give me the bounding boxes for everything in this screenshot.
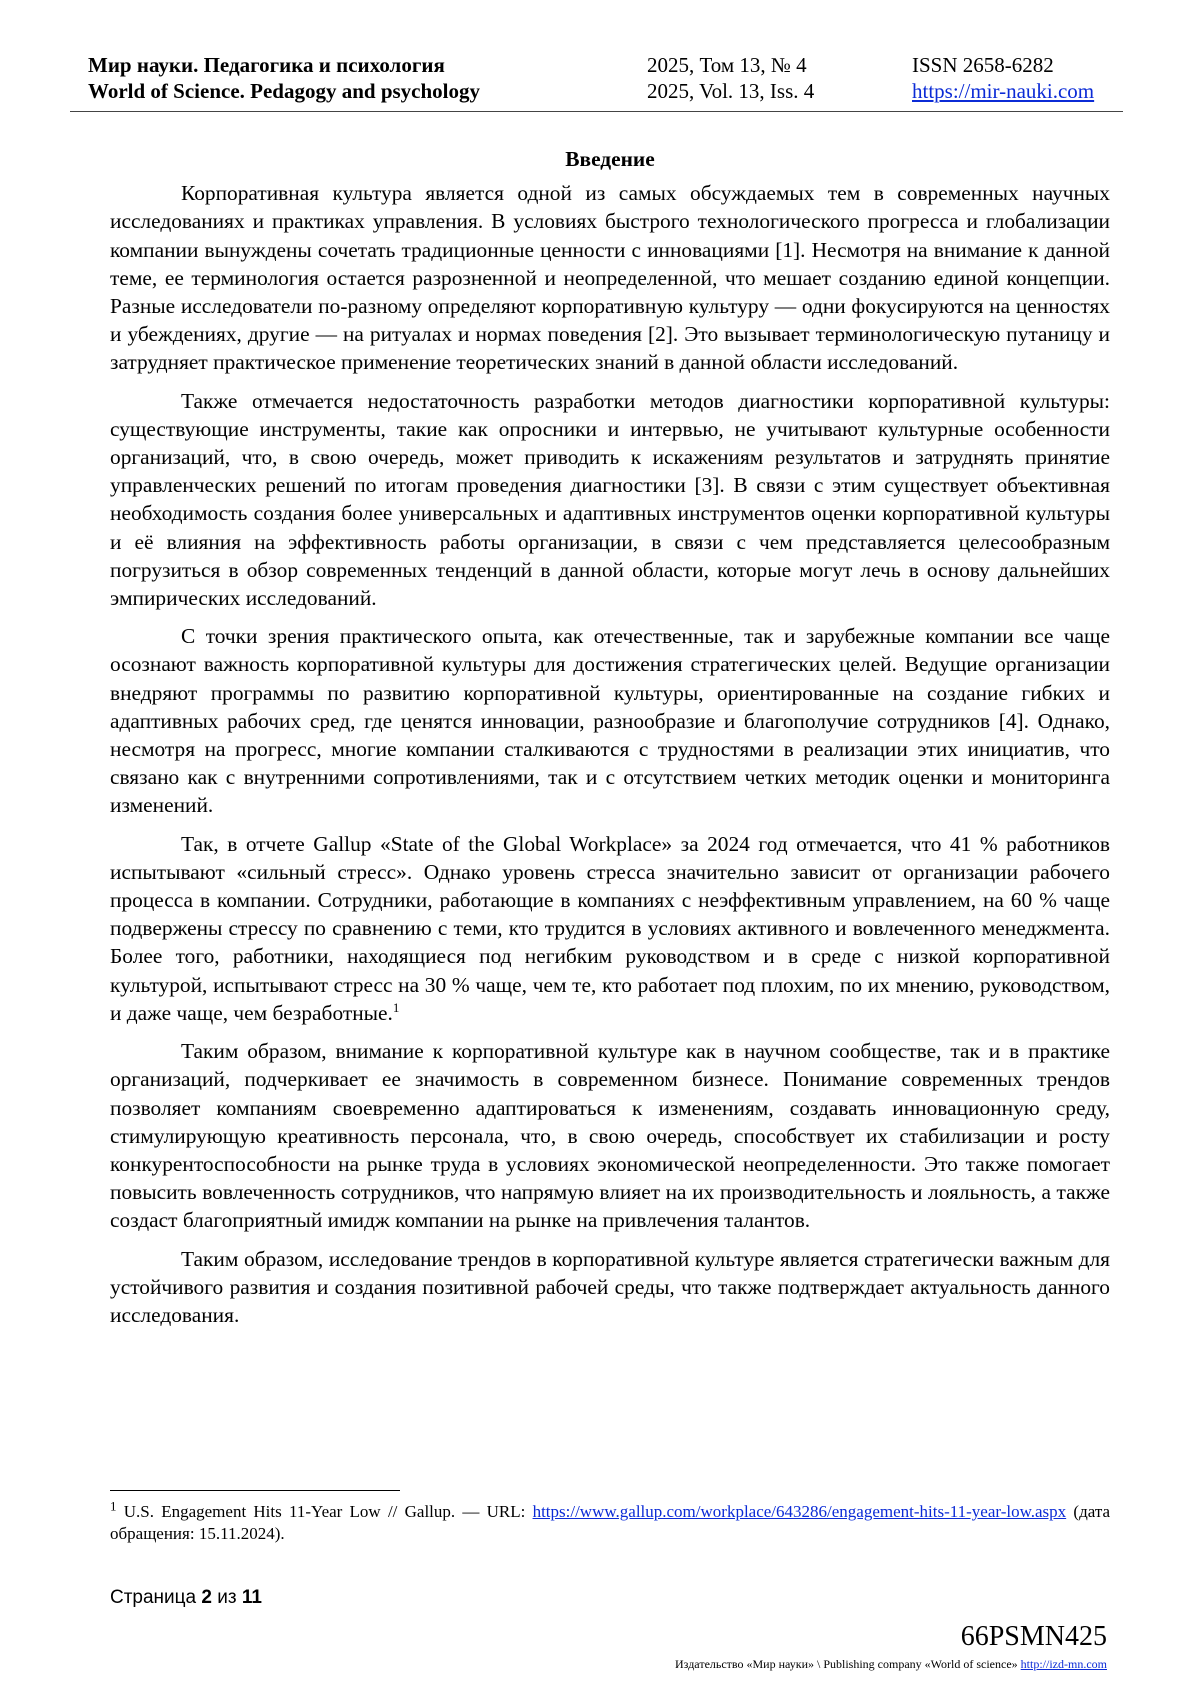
issue-block [647, 52, 814, 104]
issn: ISSN 2658-6282 [912, 53, 1054, 77]
paragraph: Также отмечается недостаточность разработки методов диагностики корпоративной культуры: существующие инструменты, такие как опросники и интервью, не учитывают культурные особенности организаций, что, в свою очередь, может приводить к искажениям результатов и затруднять принятие управленческих решений по итогам проведения диагностики [3]. В связи с этим существует объективная необходимость создания более универсальных и адаптивных инструментов оценки корпоративной культуры и её влияния на эффективность работы организации, в связи с чем представляется целесообразным погрузиться в обзор современных тенденций в данной области, которые могут лечь в основу дальнейших эмпирических исследований. [110, 388, 1110, 611]
publisher-link[interactable]: http://izd-mn.com [1020, 1657, 1107, 1671]
publisher-line [675, 1657, 1107, 1672]
footnote [110, 1498, 1111, 1545]
page-prefix: Страница [110, 1587, 197, 1608]
journal-title-ru: Мир науки. Педагогика и психология [88, 53, 445, 77]
issn-block [912, 52, 1094, 104]
footnote-number: 1 [110, 1498, 117, 1514]
issue-en: 2025, Vol. 13, Iss. 4 [647, 79, 815, 103]
publisher-text: Издательство «Мир науки» \ Publishing company «World of science» [675, 1657, 1018, 1671]
current-page: 2 [201, 1587, 212, 1608]
footnote-text: U.S. Engagement Hits 11-Year Low // Gallup. — URL: [123, 1502, 526, 1521]
paragraph-text: Так, в отчете Gallup «State of the Global Workplace» за 2024 год отмечается, что 41 % работников испытывают «сильный стресс». Однако уровень стресса значительно зависит от организации рабочего процесса в компании. Сотрудники, работающие в компаниях с неэффективным управлением, на 60 % чаще подвержены стрессу по сравнению с теми, кто трудится в условиях активного и вовлеченного менеджмента. Более того, работники, находящиеся под негибким руководством и в среде с низкой корпоративной культурой, испытывают стресс на 30 % чаще, чем те, кто работает под плохим, по их мнению, руководством, и даже чаще, чем безработные. [110, 831, 1110, 1025]
header-divider [70, 111, 1123, 112]
paragraph-with-footnote [110, 830, 1110, 1027]
section-title: Введение [565, 147, 655, 171]
journal-title-block [88, 52, 480, 104]
paragraph: Таким образом, внимание к корпоративной культуре как в научном сообществе, так и в практике организаций, подчеркивает ее значимость в современном бизнесе. Понимание современных трендов позволяет компаниям своевременно адаптироваться к изменениям, создавать инновационную среду, стимулирующую креативность персонала, что, в свою очередь, способствует их стабилизации и росту конкурентоспособности на рынке труда в условиях экономической неопределенности. Это также помогает повысить вовлеченность сотрудников, что напрямую влияет на их производительность и лояльность, а также создаст благоприятный имидж компании на рынке на привлечения талантов. [110, 1039, 1110, 1233]
footnote-link[interactable]: https://www.gallup.com/workplace/643286/engagement-hits-11-year-low.aspx [532, 1502, 1067, 1521]
paragraph: Корпоративная культура является одной из самых обсуждаемых тем в современных научных исследованиях и практиках управления. В условиях быстрого технологического прогресса и глобализации компании вынуждены сочетать традиционные ценности с инновациями [1]. Несмотря на внимание к данной теме, ее терминология остается разрозненной и неопределенной, что мешает созданию единой концепции. Разные исследователи по-разному определяют корпоративную культуру — одни фокусируются на ценностях и убеждениях, другие — на ритуалах и нормах поведения [2]. Это вызывает терминологическую путаницу и затрудняет практическое применение теоретических знаний в данной области исследований. [110, 181, 1110, 375]
article-body [110, 145, 1110, 1339]
article-code: 66PSMN425 [960, 1621, 1107, 1652]
footnote-access-date: (дата обращения: 15.11.2024). [110, 1502, 1111, 1543]
footnote-divider [110, 1490, 400, 1491]
footnote-reference[interactable]: 1 [392, 999, 400, 1015]
journal-site-link[interactable]: https://mir-nauki.com [912, 79, 1095, 103]
total-pages: 11 [241, 1587, 262, 1608]
paragraph: Таким образом, исследование трендов в корпоративной культуре является стратегически важным для устойчивого развития и создания позитивной рабочей среды, что также подтверждает актуальность данного исследования. [110, 1246, 1110, 1327]
page-number [110, 1587, 262, 1609]
journal-title-en: World of Science. Pedagogy and psychology [88, 79, 481, 103]
page-separator: из [217, 1587, 237, 1608]
issue-ru: 2025, Том 13, № 4 [647, 53, 807, 77]
paragraph: С точки зрения практического опыта, как отечественные, так и зарубежные компании все чаще осознают важность корпоративной культуры для достижения стратегических целей. Ведущие организации внедряют программы по развитию корпоративной культуры, ориентированные на создание гибких и адаптивных рабочих сред, где ценятся инновации, разнообразие и благополучие сотрудников [4]. Однако, несмотря на прогресс, многие компании сталкиваются с трудностями в реализации этих инициатив, что связано как с внутренними сопротивлениями, так и с отсутствием четких методик оценки и мониторинга изменений. [110, 624, 1110, 818]
